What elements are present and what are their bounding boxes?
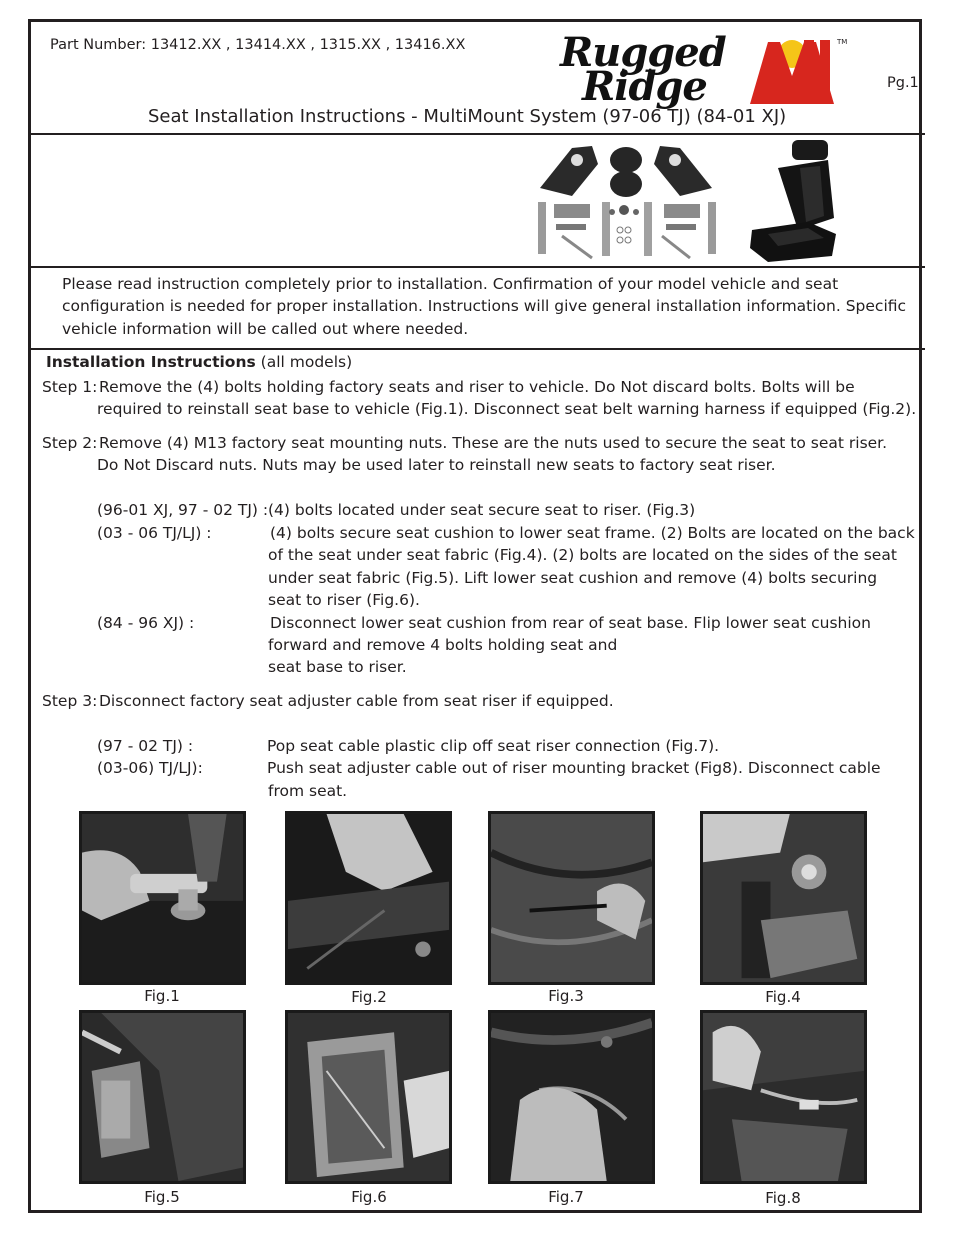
figure-8-caption: Fig.8 — [765, 1189, 801, 1207]
figure-8-photo — [700, 1010, 867, 1184]
figure-7-photo — [488, 1010, 655, 1184]
logo-word-rugged: Rugged — [560, 29, 726, 76]
logo-trademark: TM — [837, 38, 848, 46]
step3-detail: Push seat adjuster cable out of riser mounting bracket (Fig8). Disconnect cable — [267, 759, 881, 777]
install-heading — [46, 353, 352, 371]
figure-6-caption: Fig.6 — [351, 1188, 387, 1206]
figure-4-caption: Fig.4 — [765, 988, 801, 1006]
document-title: Seat Installation Instructions - MultiMount System (97-06 TJ) (84-01 XJ) — [148, 106, 787, 127]
step3-detail: Pop seat cable plastic clip off seat riser connection (Fig.7). — [267, 737, 720, 755]
multimount-kit-image — [532, 140, 720, 262]
step3-model: (03-06) TJ/LJ): — [97, 759, 203, 777]
step2-detail: of the seat under seat fabric (Fig.4). (2) bolts are located on the sides of the seat — [268, 546, 897, 564]
logo-mark-icon — [740, 36, 848, 104]
intro-line: configuration is needed for proper installation. Instructions will give general installation information. Specific — [62, 297, 907, 315]
step2-detail: Disconnect lower seat cushion from rear of seat base. Flip lower seat cushion — [270, 614, 871, 632]
figure-5-caption: Fig.5 — [144, 1188, 180, 1206]
figure-3-caption: Fig.3 — [548, 987, 584, 1005]
step3-label: Step 3: — [42, 692, 98, 710]
step2-detail: seat base to riser. — [268, 658, 407, 676]
step2-line: Do Not Discard nuts. Nuts may be used later to reinstall new seats to factory seat riser. — [97, 456, 776, 474]
figure-2-photo — [285, 811, 452, 985]
logo-word-ridge: Ridge — [582, 63, 707, 110]
figure-3-photo — [488, 811, 655, 985]
figure-5-photo — [79, 1010, 246, 1184]
step3-detail: from seat. — [268, 782, 348, 800]
step3-line: Disconnect factory seat adjuster cable from seat riser if equipped. — [99, 692, 614, 710]
step2-model: (84 - 96 XJ) : — [97, 614, 195, 632]
step2-model: (03 - 06 TJ/LJ) : — [97, 524, 212, 542]
figure-1-caption: Fig.1 — [144, 987, 180, 1005]
step3-model: (97 - 02 TJ) : — [97, 737, 194, 755]
step2-detail: (4) bolts located under seat secure seat to riser. (Fig.3) — [268, 501, 696, 519]
figure-1-photo — [79, 811, 246, 985]
step2-detail: seat to riser (Fig.6). — [268, 591, 420, 609]
step1-label: Step 1: — [42, 378, 98, 396]
step2-detail: under seat fabric (Fig.5). Lift lower seat cushion and remove (4) bolts securing — [268, 569, 878, 587]
step2-label: Step 2: — [42, 434, 98, 452]
figure-4-photo — [700, 811, 867, 985]
install-heading-note: (all models) — [260, 353, 353, 371]
divider — [28, 266, 925, 268]
step1-line: required to reinstall seat base to vehicle (Fig.1). Disconnect seat belt warning harness if equipped (Fig.2). — [97, 400, 917, 418]
page-number: Pg.1 — [887, 75, 919, 91]
figure-2-caption: Fig.2 — [351, 988, 387, 1006]
divider — [28, 348, 925, 350]
step2-model: (96-01 XJ, 97 - 02 TJ) : — [97, 501, 269, 519]
part-number: Part Number: 13412.XX , 13414.XX , 1315.XX , 13416.XX — [50, 37, 466, 53]
figure-7-caption: Fig.7 — [548, 1188, 584, 1206]
divider — [28, 133, 925, 135]
step1-line: Remove the (4) bolts holding factory seats and riser to vehicle. Do Not discard bolts. Bolts will be — [99, 378, 855, 396]
install-heading-title: Installation Instructions — [46, 353, 256, 371]
intro-line: Please read instruction completely prior to installation. Confirmation of your model vehicle and seat — [62, 275, 839, 293]
figure-6-photo — [285, 1010, 452, 1184]
step2-detail: forward and remove 4 bolts holding seat and — [268, 636, 618, 654]
step2-detail: (4) bolts secure seat cushion to lower seat frame. (2) Bolts are located on the back — [270, 524, 915, 542]
seat-image — [748, 138, 838, 264]
step2-line: Remove (4) M13 factory seat mounting nuts. These are the nuts used to secure the seat to seat riser. — [99, 434, 888, 452]
intro-line: vehicle information will be called out where needed. — [62, 320, 469, 338]
rugged-ridge-logo — [560, 29, 850, 110]
